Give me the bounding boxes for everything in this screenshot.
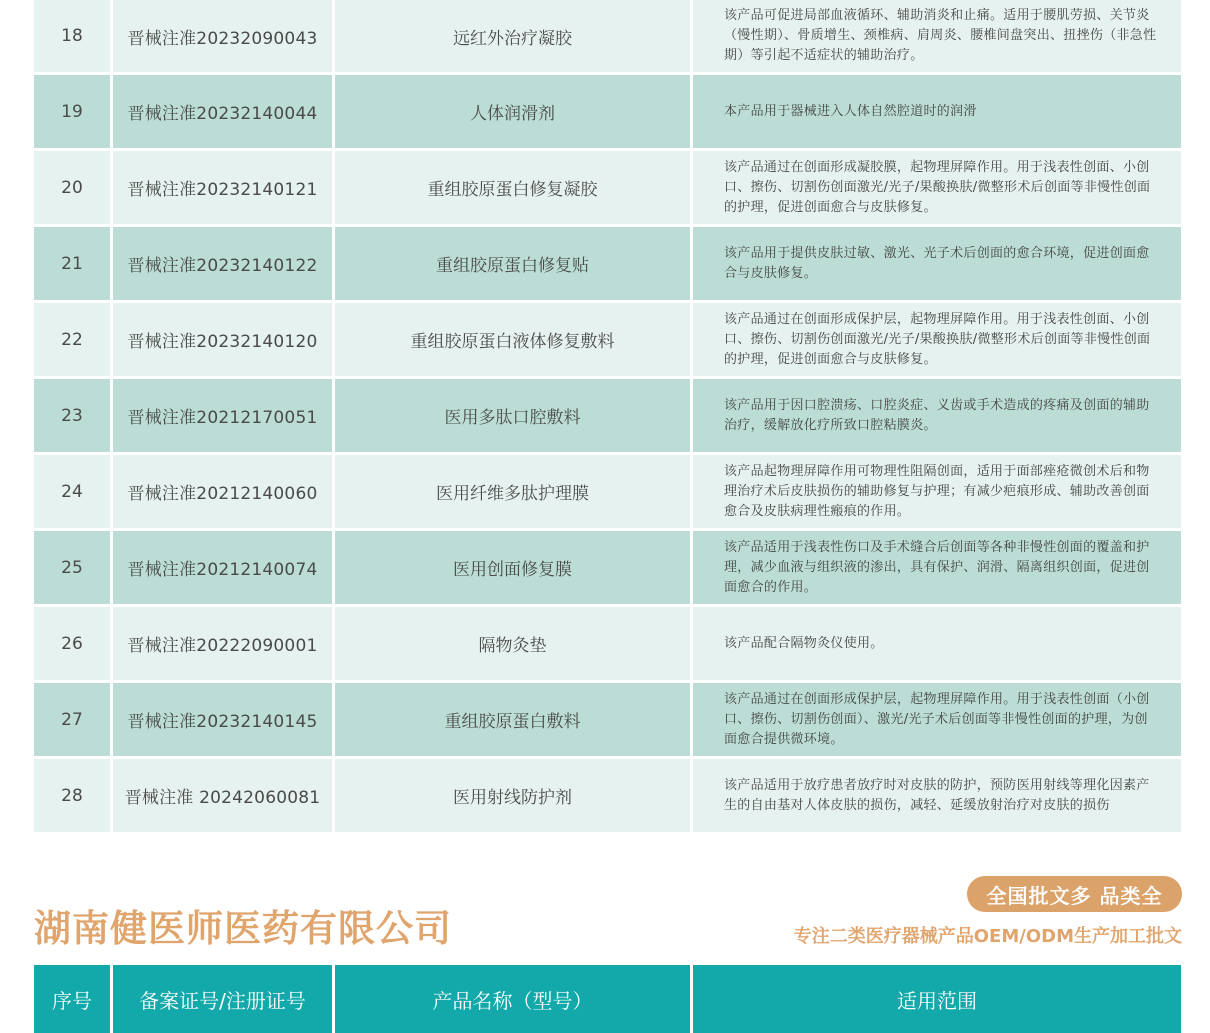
row-number: 28 — [34, 759, 110, 832]
product-name: 人体润滑剂 — [335, 75, 690, 148]
product-scope: 该产品可促进局部血液循环、辅助消炎和止痛。适用于腰肌劳损、关节炎（慢性期）、骨质增生、颈椎病、肩周炎、腰椎间盘突出、扭挫伤（非急性期）等引起不适症状的辅助治疗。 — [693, 0, 1181, 72]
product-scope: 该产品用于因口腔溃疡、口腔炎症、义齿或手术造成的疼痛及创面的辅助治疗，缓解放化疗所致口腔粘膜炎。 — [693, 379, 1181, 452]
product-name: 医用创面修复膜 — [335, 531, 690, 604]
row-number: 22 — [34, 303, 110, 376]
product-scope: 该产品通过在创面形成保护层，起物理屏障作用。用于浅表性创面、小创口、擦伤、切割伤创面激光/光子/果酸换肤/微整形术后创面等非慢性创面的护理，促进创面愈合与皮肤修复。 — [693, 303, 1181, 376]
header-registration: 备案证号/注册证号 — [113, 965, 332, 1033]
header-scope: 适用范围 — [693, 965, 1181, 1033]
product-name: 隔物灸垫 — [335, 607, 690, 680]
product-scope: 本产品用于器械进入人体自然腔道时的润滑 — [693, 75, 1181, 148]
header-number: 序号 — [34, 965, 110, 1033]
company-title: 湖南健医师医药有限公司 — [34, 907, 452, 950]
product-name: 远红外治疗凝胶 — [335, 0, 690, 72]
registration-number: 晋械注准20232140044 — [113, 75, 332, 148]
row-number: 23 — [34, 379, 110, 452]
product-name: 医用射线防护剂 — [335, 759, 690, 832]
registration-number: 晋械注准20212170051 — [113, 379, 332, 452]
row-number: 18 — [34, 0, 110, 72]
registration-number: 晋械注准20212140074 — [113, 531, 332, 604]
row-number: 26 — [34, 607, 110, 680]
row-number: 25 — [34, 531, 110, 604]
product-scope: 该产品用于提供皮肤过敏、激光、光子术后创面的愈合环境，促进创面愈合与皮肤修复。 — [693, 227, 1181, 300]
product-scope: 该产品通过在创面形成保护层，起物理屏障作用。用于浅表性创面（小创口、擦伤、切割伤创面）、激光/光子术后创面等非慢性创面的护理，为创面愈合提供微环境。 — [693, 683, 1181, 756]
registration-number: 晋械注准20222090001 — [113, 607, 332, 680]
row-number: 21 — [34, 227, 110, 300]
registration-number: 晋械注准20232140122 — [113, 227, 332, 300]
company-tagline: 专注二类医疗器械产品OEM/ODM生产加工批文 — [793, 926, 1182, 947]
product-scope: 该产品起物理屏障作用可物理性阻隔创面，适用于面部痤疮微创术后和物理治疗术后皮肤损伤的辅助修复与护理；有减少疤痕形成、辅助改善创面愈合及皮肤病理性瘢痕的作用。 — [693, 455, 1181, 528]
row-number: 27 — [34, 683, 110, 756]
product-scope: 该产品配合隔物灸仪使用。 — [693, 607, 1181, 680]
product-scope: 该产品适用于浅表性伤口及手术缝合后创面等各种非慢性创面的覆盖和护理，减少血液与组织液的渗出，具有保护、润滑、隔离组织创面，促进创面愈合的作用。 — [693, 531, 1181, 604]
product-scope: 该产品通过在创面形成凝胶膜，起物理屏障作用。用于浅表性创面、小创口、擦伤、切割伤创面激光/光子/果酸换肤/微整形术后创面等非慢性创面的护理，促进创面愈合与皮肤修复。 — [693, 151, 1181, 224]
product-name: 重组胶原蛋白修复贴 — [335, 227, 690, 300]
product-name: 医用纤维多肽护理膜 — [335, 455, 690, 528]
header-product-name: 产品名称（型号） — [335, 965, 690, 1033]
registration-number: 晋械注准20212140060 — [113, 455, 332, 528]
registration-number: 晋械注准20232140121 — [113, 151, 332, 224]
row-number: 20 — [34, 151, 110, 224]
row-number: 19 — [34, 75, 110, 148]
product-table-body — [34, 0, 1182, 835]
registration-number: 晋械注准20232140145 — [113, 683, 332, 756]
registration-number: 晋械注准 20242060081 — [113, 759, 332, 832]
product-name: 重组胶原蛋白敷料 — [335, 683, 690, 756]
product-name: 重组胶原蛋白修复凝胶 — [335, 151, 690, 224]
product-name: 重组胶原蛋白液体修复敷料 — [335, 303, 690, 376]
highlight-badge: 全国批文多 品类全 — [967, 876, 1182, 912]
row-number: 24 — [34, 455, 110, 528]
product-scope: 该产品适用于放疗患者放疗时对皮肤的防护，预防医用射线等理化因素产生的自由基对人体皮肤的损伤，减轻、延缓放射治疗对皮肤的损伤 — [693, 759, 1181, 832]
product-name: 医用多肽口腔敷料 — [335, 379, 690, 452]
registration-number: 晋械注准20232140120 — [113, 303, 332, 376]
table-header — [34, 965, 1182, 1033]
registration-number: 晋械注准20232090043 — [113, 0, 332, 72]
